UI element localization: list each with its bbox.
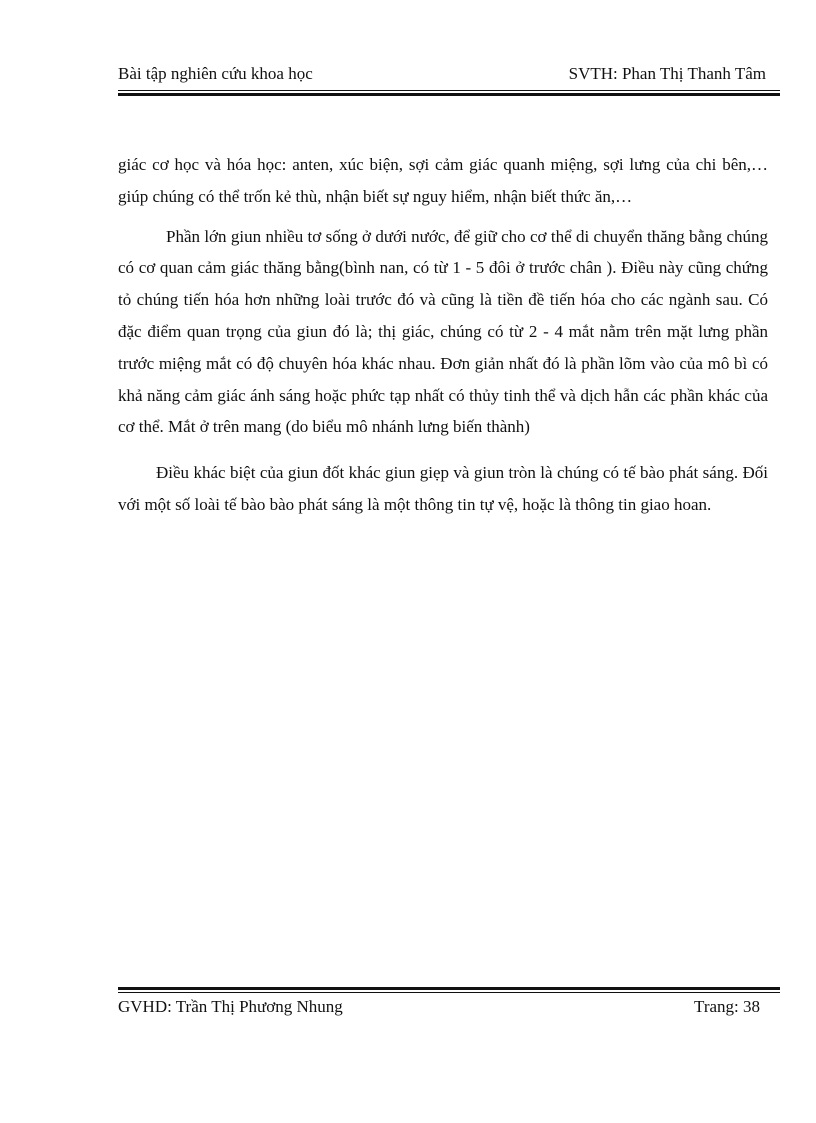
footer-rule-thin (118, 992, 780, 993)
page-header (118, 62, 780, 86)
paragraph: Phần lớn giun nhiều tơ sống ở dưới nước, để giữ cho cơ thể di chuyển thăng bằng chúng có cơ quan cảm giác thăng bằng(bình nan, có từ 1 - 5 đôi ở trước chân ). Điều này cũng chứng tỏ chúng tiến hóa hơn những loài trước đó và cũng là tiền đề tiến hóa cho các ngành sau. Có đặc điểm quan trọng của giun đó là; thị giác, chúng có từ 2 - 4 mắt nằm trên mặt lưng phần trước miệng mắt có độ chuyên hóa khác nhau. Đơn giản nhất đó là phần lõm vào của mô bì có khả năng cảm giác ánh sáng hoặc phức tạp nhất có thủy tinh thể và dịch hẫn các phần khác của cơ thể. Mắt ở trên mang (do biểu mô nhánh lưng biến thành) (118, 226, 768, 437)
header-rule-thick (118, 93, 780, 96)
page-number: Trang: 38 (694, 997, 760, 1016)
header-rule-thin (118, 90, 780, 91)
footer-rule-thick (118, 987, 780, 990)
document-body (118, 149, 768, 521)
footer-supervisor: GVHD: Trần Thị Phương Nhung (118, 997, 343, 1016)
paragraph: Điều khác biệt của giun đốt khác giun giẹp và giun tròn là chúng có tế bào phát sáng. Đối với một số loài tế bào bào phát sáng là một thông tin tự vệ, hoặc là thông tin giao hoan. (118, 463, 768, 514)
paragraph: giác cơ học và hóa học: anten, xúc biện, sợi cảm giác quanh miệng, sợi lưng của chi bên,… giúp chúng có thể trốn kẻ thù, nhận biết sự nguy hiểm, nhận biết thức ăn,… (118, 155, 768, 206)
header-student: SVTH: Phan Thị Thanh Tâm (568, 64, 766, 83)
page-footer (118, 995, 780, 1019)
header-title: Bài tập nghiên cứu khoa học (118, 64, 313, 83)
